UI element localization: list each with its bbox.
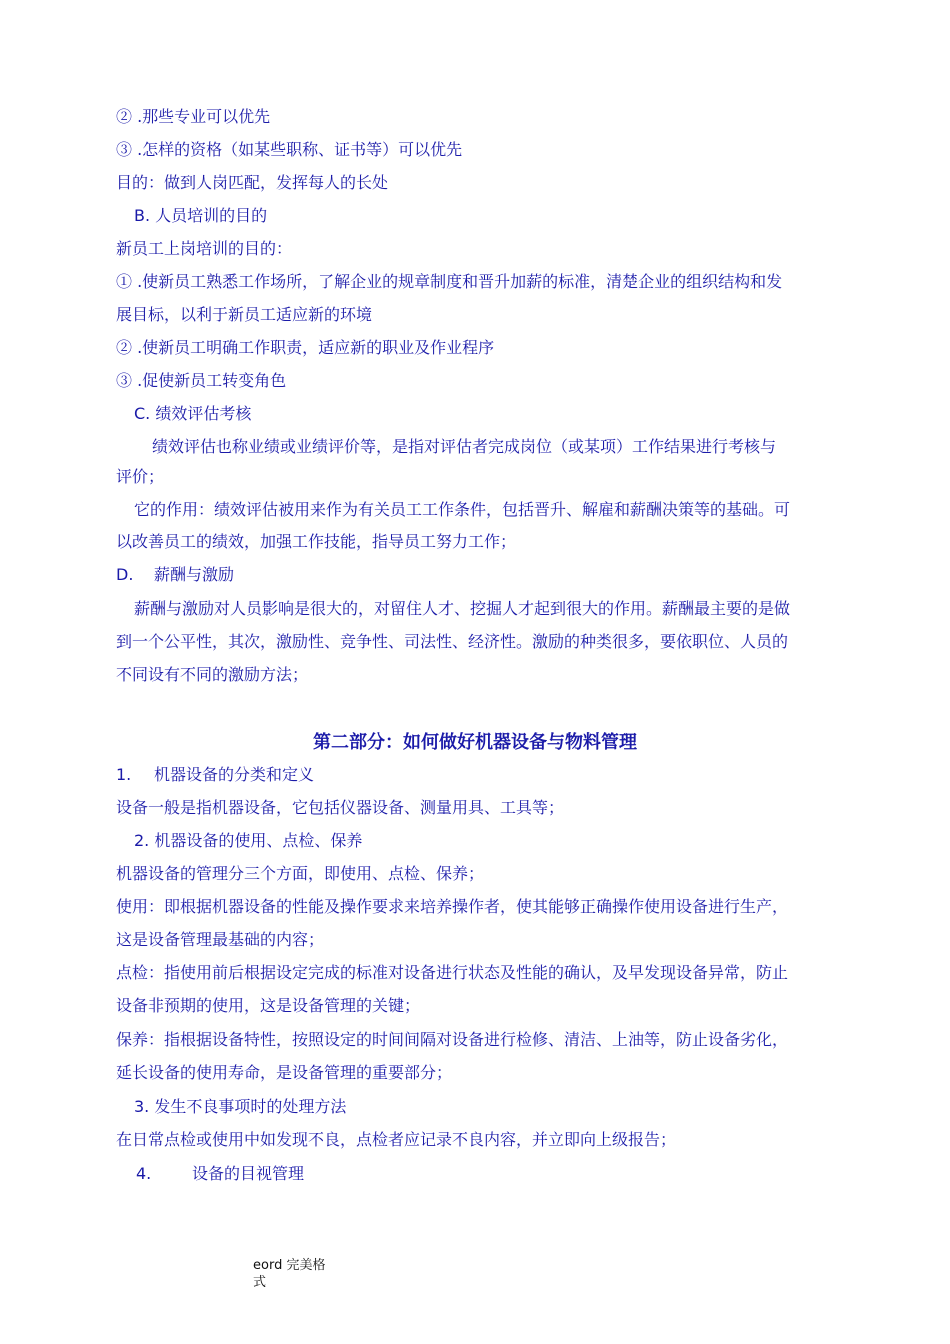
text-line: 这是设备管理最基础的内容； [116,930,325,949]
text-line: ② .使新员工明确工作职责，适应新的职业及作业程序 [116,338,495,357]
item-1-label: 机器设备的分类和定义 [154,765,315,784]
text-line: 不同设有不同的激励方法； [116,665,309,684]
text-line: 它的作用：绩效评估被用来作为有关员工工作条件，包括晋升、解雇和薪酬决策等的基础。可 [134,500,791,519]
item-4-label: 设备的目视管理 [192,1164,305,1183]
item-3-heading: 3. 发生不良事项时的处理方法 [134,1097,347,1116]
heading-b: B. 人员培训的目的 [134,206,268,225]
text-line: 到一个公平性，其次，激励性、竞争性、司法性、经济性。激励的种类很多，要依职位、人员的 [116,632,789,651]
text-line: 在日常点检或使用中如发现不良，点检者应记录不良内容，并立即向上级报告； [116,1130,677,1149]
text-line: 点检：指使用前后根据设定完成的标准对设备进行状态及性能的确认，及早发现设备异常，防止 [116,963,789,982]
text-line: 展目标，以利于新员工适应新的环境 [116,305,373,324]
text-line: ② .那些专业可以优先 [116,107,271,126]
text-line: 绩效评估也称业绩或业绩评价等，是指对评估者完成岗位（或某项）工作结果进行考核与 [152,437,777,456]
text-line: 保养：指根据设备特性，按照设定的时间间隔对设备进行检修、清洁、上油等，防止设备劣化， [116,1030,789,1049]
text-line: ③ .促使新员工转变角色 [116,371,287,390]
text-line: 新员工上岗培训的目的： [116,239,293,258]
text-line: ③ .怎样的资格（如某些职称、证书等）可以优先 [116,140,463,159]
item-2-heading: 2. 机器设备的使用、点检、保养 [134,831,363,850]
heading-c: C. 绩效评估考核 [134,404,252,423]
item-4-number: 4. [136,1164,152,1183]
footer-text: eord 完美格 [253,1258,326,1273]
section-title: 第二部分：如何做好机器设备与物料管理 [313,732,637,753]
text-line: 延长设备的使用寿命，是设备管理的重要部分； [116,1063,453,1082]
heading-d-label: 薪酬与激励 [154,565,235,584]
footer-text-continued: 式 [253,1275,267,1290]
text-line: 设备一般是指机器设备，它包括仪器设备、测量用具、工具等； [116,798,565,817]
text-line: 机器设备的管理分三个方面，即使用、点检、保养； [116,864,485,883]
item-1-number: 1. [116,765,132,784]
text-line: ① .使新员工熟悉工作场所，了解企业的规章制度和晋升加薪的标准，清楚企业的组织结构和发 [116,272,783,291]
text-line: 以改善员工的绩效，加强工作技能，指导员工努力工作； [116,532,517,551]
text-line: 评价； [116,467,165,486]
text-line: 设备非预期的使用，这是设备管理的关键； [116,996,421,1015]
text-line: 薪酬与激励对人员影响是很大的，对留住人才、挖掘人才起到很大的作用。薪酬最主要的是做 [134,599,791,618]
heading-d-number: D. [116,565,134,584]
text-line: 使用：即根据机器设备的性能及操作要求来培养操作者，使其能够正确操作使用设备进行生产， [116,897,789,916]
text-line: 目的：做到人岗匹配，发挥每人的长处 [116,173,389,192]
